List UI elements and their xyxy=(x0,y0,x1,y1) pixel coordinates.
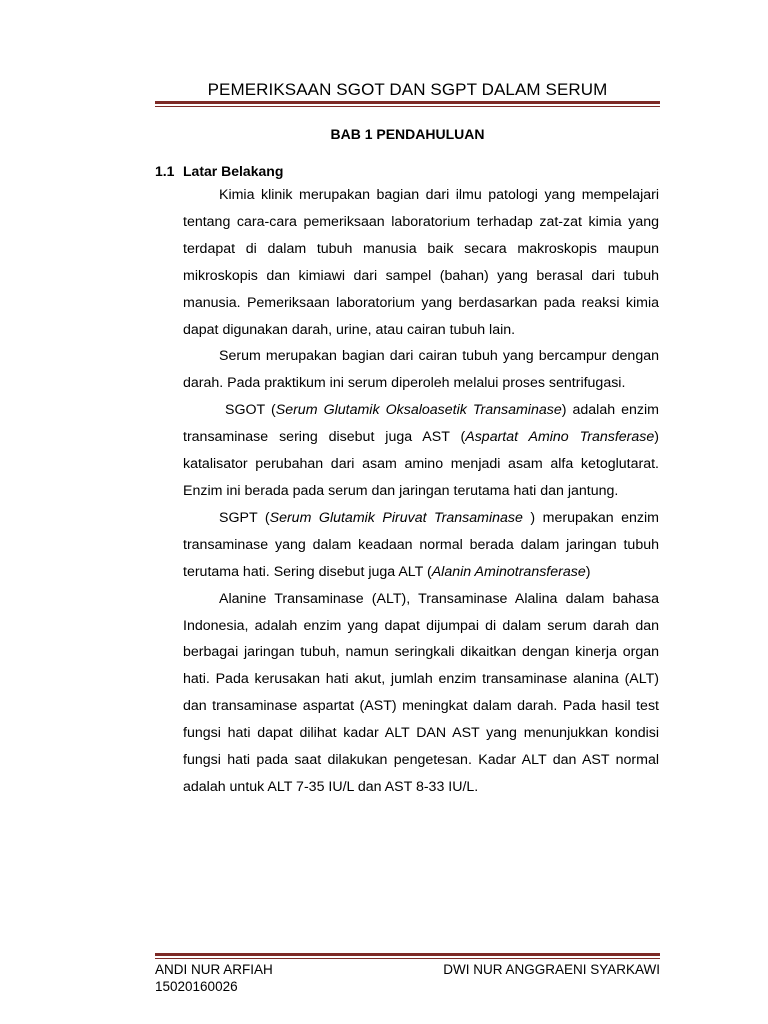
sgpt-term-italic: Serum Glutamik Piruvat Transaminase xyxy=(269,509,523,526)
footer-author-right: DWI NUR ANGGRAENI SYARKAWI xyxy=(443,962,660,977)
footer-rule-thin xyxy=(155,958,660,959)
paragraph-kimia-klinik: Kimia klinik merupakan bagian dari ilmu patologi yang mempelajari tentang cara-cara pemeriksaan laboratorium terhadap zat-zat kimia yang terdapat di dalam tubuh manusia baik secara makroskopis maupun mikroskopis dan kimiawi dari sampel (bahan) yang berasal dari tubuh manusia. Pemeriksaan laboratorium yang berdasarkan pada reaksi kimia dapat digunakan darah, urine, atau cairan tubuh lain. xyxy=(183,187,659,338)
ast-term-italic: Aspartat Amino Transferase xyxy=(465,429,655,446)
section-heading xyxy=(155,163,283,179)
sgot-text-3: ) katalisator perubahan dari asam amino menjadi asam alfa ketoglutarat. Enzim ini berada pada serum dan jaringan terutama hati dan jantung. xyxy=(183,429,659,499)
chapter-title: BAB 1 PENDAHULUAN xyxy=(330,126,485,142)
body-text xyxy=(183,182,659,801)
paragraph-sgpt xyxy=(183,505,659,586)
paragraph-alt: Alanine Transaminase (ALT), Transaminase Alalina dalam bahasa Indonesia, adalah enzim yang dapat dijumpai di dalam serum darah dan berbagai jaringan tubuh, namun seringkali dikaitkan dengan kinerja organ hati. Pada kerusakan hati akut, jumlah enzim transaminase alanina (ALT) dan transaminase aspartat (AST) meningkat dalam darah. Pada hasil test fungsi hati dapat dilihat kadar ALT DAN AST yang menunjukkan kondisi fungsi hati pada saat dilakukan pengetesan. Kadar ALT dan AST normal adalah untuk ALT 7-35 IU/L dan AST 8-33 IU/L. xyxy=(183,590,659,795)
sgpt-text-2: ) merupakan enzim transaminase yang dalam keadaan normal berada dalam jaringan tubuh terutama hati. Sering disebut juga ALT ( xyxy=(183,509,659,580)
footer-author-name: ANDI NUR ARFIAH xyxy=(155,962,273,977)
sgot-text-1: SGOT ( xyxy=(225,402,276,419)
sgot-text-2: ) adalah enzim transaminase sering disebut juga AST ( xyxy=(183,402,659,446)
paragraph-sgot xyxy=(183,397,659,505)
running-header-title: PEMERIKSAAN SGOT DAN SGPT DALAM SERUM xyxy=(207,80,608,99)
footer-rule-thick xyxy=(155,953,660,956)
section-number: 1.1 xyxy=(155,163,175,179)
header-rule-thick xyxy=(155,101,660,104)
footer-author-left xyxy=(155,962,273,995)
sgpt-text-3: ) xyxy=(585,563,591,580)
sgpt-text-1: SGPT ( xyxy=(219,509,270,526)
section-title: Latar Belakang xyxy=(183,163,284,179)
paragraph-serum: Serum merupakan bagian dari cairan tubuh yang bercampur dengan darah. Pada praktikum ini serum diperoleh melalui proses sentrifugasi. xyxy=(183,348,659,392)
sgot-term-italic: Serum Glutamik Oksaloasetik Transaminase xyxy=(275,402,562,419)
header-rule-thin xyxy=(155,106,660,107)
footer-author-id: 15020160026 xyxy=(155,978,238,994)
alt-term-italic: Alanin Aminotransferase xyxy=(431,563,586,580)
